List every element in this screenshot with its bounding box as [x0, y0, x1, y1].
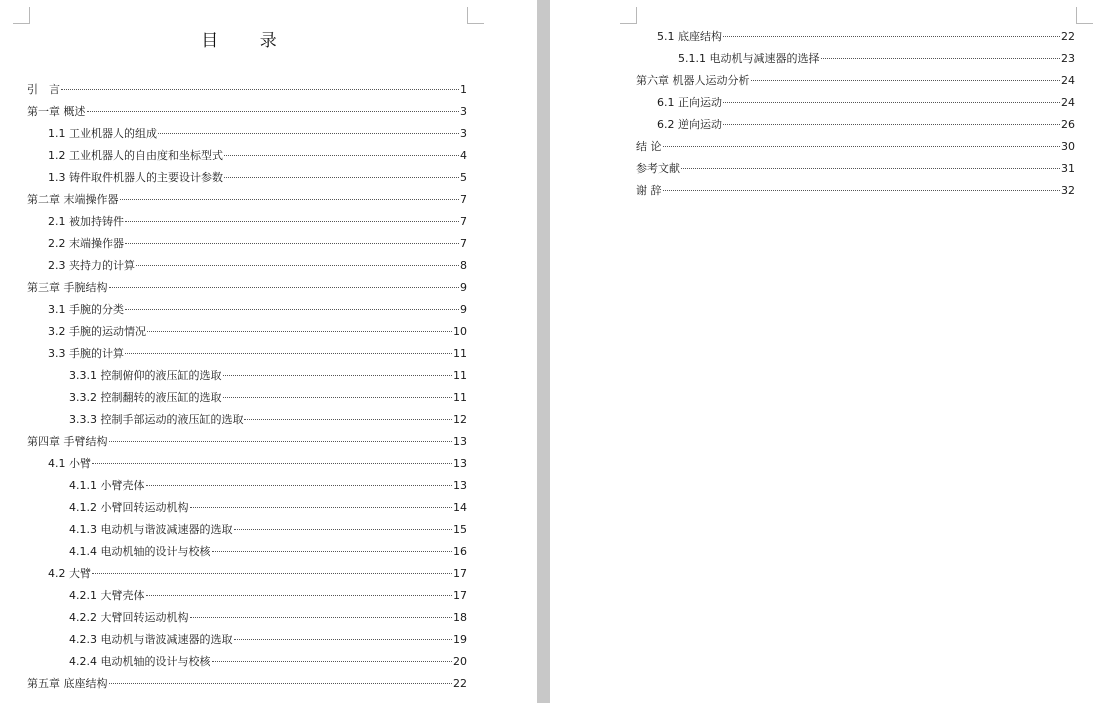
toc-entry-page: 20 [453, 655, 467, 668]
crop-mark-top-left [620, 7, 637, 24]
toc-dot-leader [146, 485, 453, 486]
toc-entry-page: 32 [1061, 184, 1075, 197]
toc-entry[interactable] [27, 387, 467, 409]
toc-dot-leader [223, 397, 453, 398]
toc-entry-title: 引 言 [27, 83, 60, 96]
toc-dot-leader [751, 80, 1061, 81]
toc-entry[interactable] [636, 92, 1075, 114]
toc-entry-title: 6.2 逆向运动 [657, 118, 722, 131]
toc-dot-leader [125, 221, 459, 222]
toc-entry-page: 11 [453, 369, 467, 382]
toc-entry[interactable] [27, 255, 467, 277]
toc-entry-page: 13 [453, 457, 467, 470]
crop-mark-top-right [467, 7, 484, 24]
crop-mark-top-right [1076, 7, 1093, 24]
toc-dot-leader [821, 58, 1061, 59]
toc-entry-page: 8 [460, 259, 467, 272]
toc-entry-title: 1.1 工业机器人的组成 [48, 127, 157, 140]
toc-entry-page: 24 [1061, 74, 1075, 87]
toc-entry-title: 4.1.3 电动机与谐波减速器的选取 [69, 523, 233, 536]
toc-entry-page: 7 [460, 193, 467, 206]
crop-mark-top-left [13, 7, 30, 24]
toc-entry[interactable] [27, 145, 467, 167]
toc-entry-title: 4.1.1 小臂壳体 [69, 479, 145, 492]
toc-dot-leader [92, 573, 452, 574]
toc-entry-title: 4.2.3 电动机与谐波减速器的选取 [69, 633, 233, 646]
toc-entry-page: 7 [460, 215, 467, 228]
toc-list-right [636, 26, 1075, 202]
toc-entry-page: 13 [453, 435, 467, 448]
toc-entry[interactable] [27, 79, 467, 101]
toc-dot-leader [146, 595, 453, 596]
toc-entry-title: 第一章 概述 [27, 105, 86, 118]
toc-entry-title: 4.1.2 小臂回转运动机构 [69, 501, 189, 514]
toc-entry[interactable] [27, 167, 467, 189]
toc-entry-title: 4.2 大臂 [48, 567, 91, 580]
page-separator [537, 0, 550, 703]
toc-entry[interactable] [27, 475, 467, 497]
toc-entry-title: 3.3.2 控制翻转的液压缸的选取 [69, 391, 222, 404]
toc-entry-title: 参考文献 [636, 162, 680, 175]
toc-dot-leader [61, 89, 459, 90]
toc-entry[interactable] [636, 136, 1075, 158]
toc-entry-page: 11 [453, 347, 467, 360]
toc-entry-page: 3 [460, 105, 467, 118]
toc-entry-page: 12 [453, 413, 467, 426]
toc-dot-leader [109, 441, 453, 442]
toc-dot-leader [663, 146, 1061, 147]
toc-entry[interactable] [27, 497, 467, 519]
toc-entry[interactable] [636, 70, 1075, 92]
toc-entry[interactable] [636, 114, 1075, 136]
toc-entry-title: 3.3.3 控制手部运动的液压缸的选取 [69, 413, 244, 426]
toc-entry[interactable] [27, 585, 467, 607]
toc-entry-page: 4 [460, 149, 467, 162]
toc-dot-leader [87, 111, 460, 112]
toc-entry-title: 第六章 机器人运动分析 [636, 74, 750, 87]
toc-entry-page: 16 [453, 545, 467, 558]
toc-title: 目 录 [201, 31, 295, 51]
toc-entry[interactable] [27, 519, 467, 541]
toc-entry-page: 31 [1061, 162, 1075, 175]
toc-entry[interactable] [27, 453, 467, 475]
toc-entry-page: 22 [1061, 30, 1075, 43]
toc-entry-title: 4.2.4 电动机轴的设计与校核 [69, 655, 211, 668]
toc-entry[interactable] [27, 607, 467, 629]
toc-dot-leader [224, 155, 459, 156]
toc-entry-page: 11 [453, 391, 467, 404]
toc-entry-page: 3 [460, 127, 467, 140]
toc-dot-leader [92, 463, 452, 464]
toc-dot-leader [120, 199, 460, 200]
toc-entry[interactable] [636, 26, 1075, 48]
toc-entry[interactable] [27, 541, 467, 563]
toc-dot-leader [109, 287, 460, 288]
toc-entry-title: 4.2.2 大臂回转运动机构 [69, 611, 189, 624]
toc-entry-page: 26 [1061, 118, 1075, 131]
toc-dot-leader [244, 419, 452, 420]
toc-entry-title: 3.3.1 控制俯仰的液压缸的选取 [69, 369, 222, 382]
toc-entry-page: 17 [453, 589, 467, 602]
toc-entry[interactable] [27, 563, 467, 585]
toc-entry[interactable] [27, 431, 467, 453]
toc-dot-leader [234, 639, 453, 640]
toc-entry-title: 第四章 手臂结构 [27, 435, 108, 448]
toc-entry-title: 4.1.4 电动机轴的设计与校核 [69, 545, 211, 558]
toc-entry[interactable] [27, 673, 467, 695]
toc-entry[interactable] [27, 277, 467, 299]
toc-dot-leader [125, 309, 459, 310]
toc-entry-title: 1.3 铸件取件机器人的主要设计参数 [48, 171, 223, 184]
toc-entry-page: 14 [453, 501, 467, 514]
toc-entry[interactable] [27, 299, 467, 321]
toc-entry-title: 2.1 被加持铸件 [48, 215, 124, 228]
toc-entry-title: 5.1.1 电动机与减速器的选择 [678, 52, 820, 65]
toc-entry[interactable] [27, 409, 467, 431]
toc-entry-title: 6.1 正向运动 [657, 96, 722, 109]
toc-dot-leader [147, 331, 452, 332]
toc-entry-page: 22 [453, 677, 467, 690]
toc-dot-leader [723, 102, 1060, 103]
toc-entry[interactable] [27, 211, 467, 233]
toc-entry[interactable] [27, 233, 467, 255]
toc-entry-page: 9 [460, 303, 467, 316]
toc-entry-page: 19 [453, 633, 467, 646]
toc-entry-title: 第五章 底座结构 [27, 677, 108, 690]
toc-dot-leader [212, 551, 453, 552]
toc-dot-leader [223, 375, 453, 376]
toc-dot-leader [136, 265, 459, 266]
toc-dot-leader [158, 133, 459, 134]
toc-entry-page: 17 [453, 567, 467, 580]
toc-entry-title: 结 论 [636, 140, 662, 153]
toc-dot-leader [190, 617, 453, 618]
toc-dot-leader [190, 507, 453, 508]
toc-entry-title: 3.1 手腕的分类 [48, 303, 124, 316]
toc-entry-title: 第二章 末端操作器 [27, 193, 119, 206]
toc-entry-title: 5.1 底座结构 [657, 30, 722, 43]
toc-dot-leader [125, 243, 459, 244]
toc-entry[interactable] [636, 180, 1075, 202]
toc-entry[interactable] [27, 101, 467, 123]
toc-dot-leader [681, 168, 1060, 169]
toc-entry-page: 9 [460, 281, 467, 294]
toc-entry-page: 30 [1061, 140, 1075, 153]
toc-entry[interactable] [27, 365, 467, 387]
toc-entry-page: 10 [453, 325, 467, 338]
toc-dot-leader [234, 529, 453, 530]
toc-entry-page: 24 [1061, 96, 1075, 109]
page-gutter [537, 0, 552, 703]
toc-entry-title: 1.2 工业机器人的自由度和坐标型式 [48, 149, 223, 162]
toc-dot-leader [109, 683, 453, 684]
toc-list-left [27, 79, 467, 695]
toc-entry-title: 谢 辞 [636, 184, 662, 197]
toc-entry-title: 2.3 夹持力的计算 [48, 259, 135, 272]
toc-entry-title: 2.2 末端操作器 [48, 237, 124, 250]
toc-entry-title: 3.2 手腕的运动情况 [48, 325, 146, 338]
toc-entry[interactable] [27, 189, 467, 211]
toc-entry-title: 第三章 手腕结构 [27, 281, 108, 294]
toc-entry-page: 23 [1061, 52, 1075, 65]
toc-dot-leader [663, 190, 1061, 191]
toc-dot-leader [212, 661, 453, 662]
toc-entry[interactable] [636, 48, 1075, 70]
page-right [552, 0, 1116, 703]
toc-dot-leader [125, 353, 452, 354]
toc-dot-leader [224, 177, 459, 178]
toc-entry-page: 1 [460, 83, 467, 96]
toc-entry[interactable] [636, 158, 1075, 180]
page-left [0, 0, 537, 703]
toc-entry-title: 4.1 小臂 [48, 457, 91, 470]
toc-entry[interactable] [27, 321, 467, 343]
toc-entry[interactable] [27, 651, 467, 673]
toc-entry-page: 13 [453, 479, 467, 492]
toc-entry-page: 5 [460, 171, 467, 184]
toc-entry[interactable] [27, 343, 467, 365]
toc-dot-leader [723, 36, 1060, 37]
toc-entry-page: 18 [453, 611, 467, 624]
toc-entry-page: 7 [460, 237, 467, 250]
toc-entry-title: 4.2.1 大臂壳体 [69, 589, 145, 602]
toc-entry[interactable] [27, 123, 467, 145]
toc-entry-page: 15 [453, 523, 467, 536]
toc-dot-leader [723, 124, 1060, 125]
toc-entry-title: 3.3 手腕的计算 [48, 347, 124, 360]
toc-entry[interactable] [27, 629, 467, 651]
